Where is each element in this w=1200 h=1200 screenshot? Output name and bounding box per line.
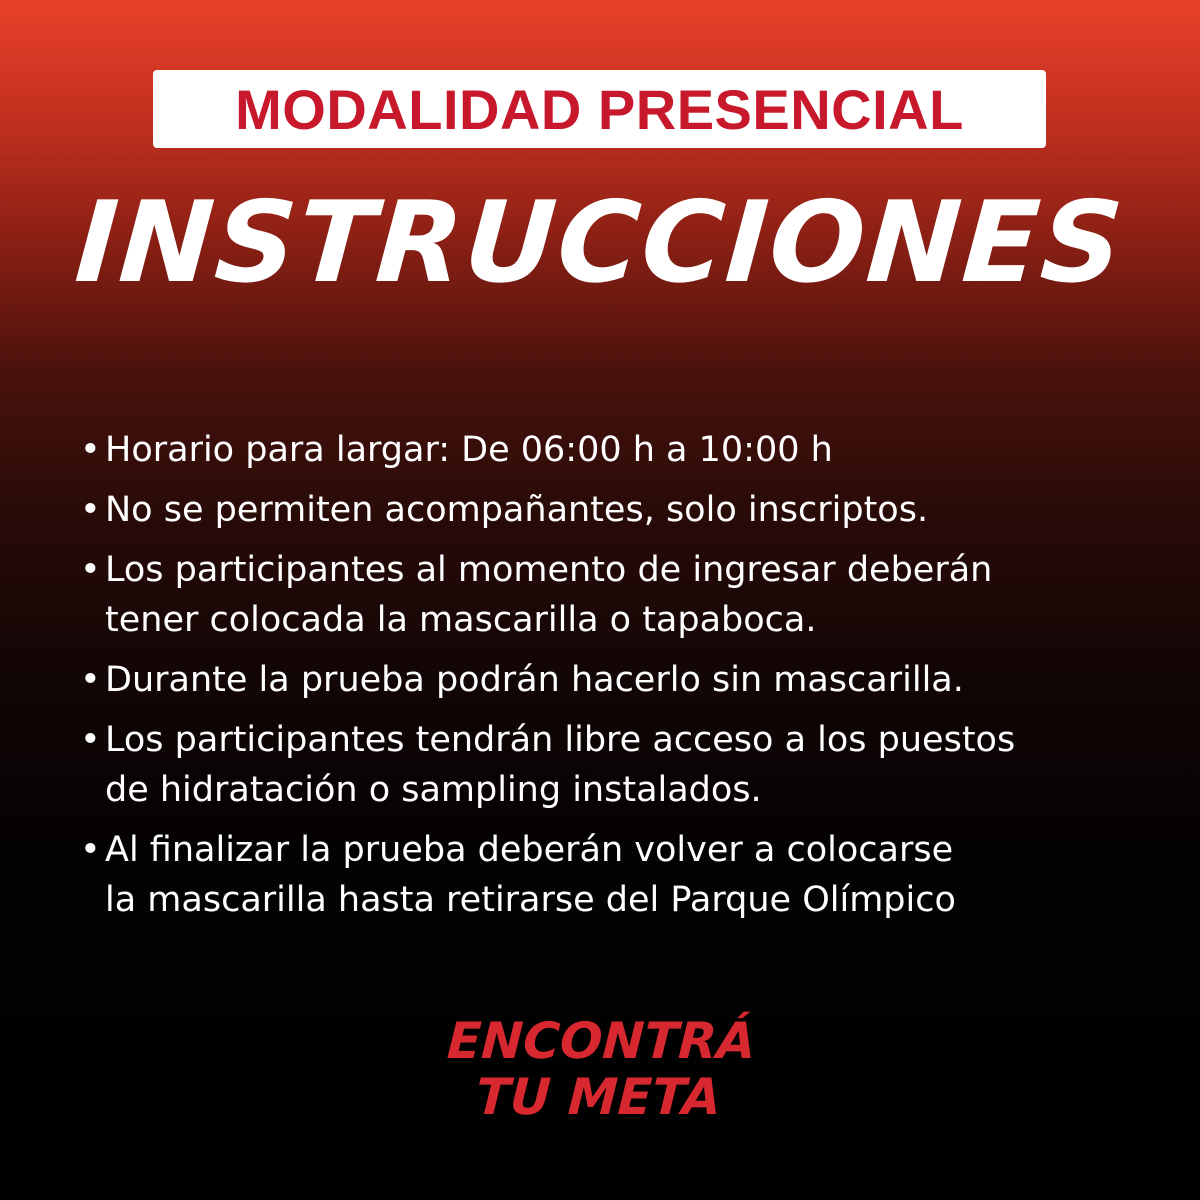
list-item-text-continued: la mascarilla hasta retirarse del Parque Olímpico xyxy=(105,880,956,920)
list-item xyxy=(80,485,1180,535)
bullet-icon: • xyxy=(80,550,101,590)
list-item xyxy=(80,715,1180,815)
list-item-text: Los participantes tendrán libre acceso a los puestos xyxy=(105,720,1016,760)
list-item-text: Horario para largar: De 06:00 h a 10:00 h xyxy=(105,430,833,470)
modality-badge xyxy=(153,70,1046,148)
instructions-list xyxy=(80,425,1180,935)
bullet-icon: • xyxy=(80,830,101,870)
bullet-icon: • xyxy=(80,490,101,530)
list-item xyxy=(80,825,1180,925)
list-item-text: Al finalizar la prueba deberán volver a colocarse xyxy=(105,830,954,870)
page-title: INSTRUCCIONES xyxy=(71,178,1129,308)
bullet-icon: • xyxy=(80,430,101,470)
list-item-text: Durante la prueba podrán hacerlo sin mascarilla. xyxy=(105,660,964,700)
slogan-line-1: ENCONTRÁ xyxy=(445,1012,758,1070)
slogan xyxy=(0,1013,1200,1125)
list-item-text: No se permiten acompañantes, solo inscriptos. xyxy=(105,490,929,530)
modality-badge-label: MODALIDAD PRESENCIAL xyxy=(235,77,964,141)
bullet-icon: • xyxy=(80,720,101,760)
list-item xyxy=(80,425,1180,475)
list-item-text: Los participantes al momento de ingresar deberán xyxy=(105,550,993,590)
bullet-icon: • xyxy=(80,660,101,700)
slogan-line-2: TU META xyxy=(474,1068,723,1126)
list-item-text-continued: tener colocada la mascarilla o tapaboca. xyxy=(105,600,817,640)
list-item xyxy=(80,545,1180,645)
list-item-text-continued: de hidratación o sampling instalados. xyxy=(105,770,762,810)
list-item xyxy=(80,655,1180,705)
